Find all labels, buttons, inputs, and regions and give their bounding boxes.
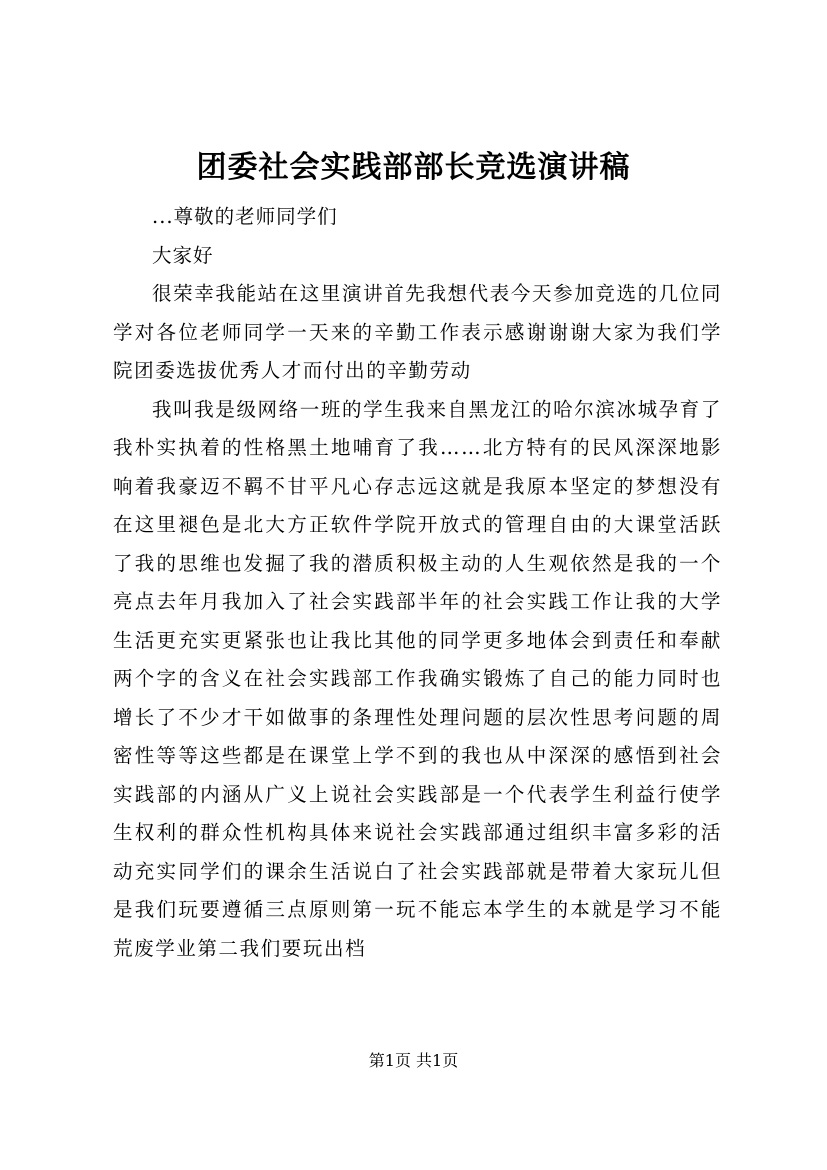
paragraph-greeting: ...尊敬的老师同学们 bbox=[152, 205, 338, 228]
paragraph-intro: 很荣幸我能站在这里演讲首先我想代表今天参加竞选的几位同学对各位老师同学一天来的辛勤工作表示感谢谢谢大家为我们学院团委选拔优秀人才而付出的辛勤劳动 bbox=[113, 282, 722, 382]
paragraph-hello: 大家好 bbox=[152, 243, 214, 267]
document-title: 团委社会实践部部长竞选演讲稿 bbox=[196, 150, 631, 185]
document-body bbox=[113, 198, 722, 968]
page-number: 第1页 共1页 bbox=[368, 1051, 459, 1070]
paragraph-self-introduction: 我叫我是级网络一班的学生我来自黑龙江的哈尔滨冰城孕育了我朴实执着的性格黑土地哺育了我……北方特有的民风深深地影响着我豪迈不羁不甘平凡心存志远这就是我原本坚定的梦想没有在这里褪色是北大方正软件学院开放式的管理自由的大课堂活跃了我的思维也发掘了我的潜质积极主动的人生观依然是我的一个亮点去年月我加入了社会实践部半年的社会实践工作让我的大学生活更充实更紧张也让我比其他的同学更多地体会到责任和奉献两个字的含义在社会实践部工作我确实锻炼了自己的能力同时也增长了不少才干如做事的条理性处理问题的层次性思考问题的周密性等等这些都是在课堂上学不到的我也从中深深的感悟到社会实践部的内涵从广义上说社会实践部是一个代表学生利益行使学生权利的群众性机构具体来说社会实践部通过组织丰富多彩的活动充实同学们的课余生活说白了社会实践部就是带着大家玩儿但是我们玩要遵循三点原则第一玩不能忘本学生的本就是学习不能荒废学业第二我们要玩出档 bbox=[113, 397, 722, 960]
